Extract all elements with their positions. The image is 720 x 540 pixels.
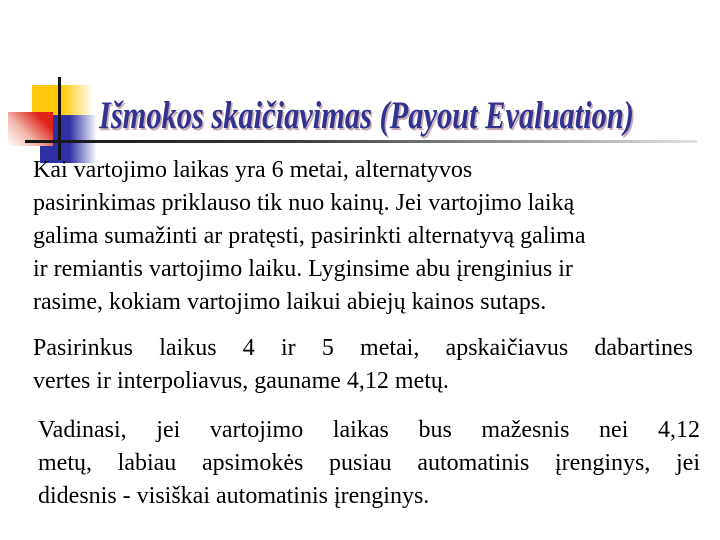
text-line: rasime, kokiam vartojimo laikui abiejų kainos sutaps. <box>33 289 547 315</box>
text-line: didesnis - visiškai automatinis įrenginys. <box>38 483 430 509</box>
text-line: galima sumažinti ar pratęsti, pasirinkti alternatyvą galima <box>33 223 586 249</box>
text-line: ir remiantis vartojimo laiku. Lyginsime abu įrenginius ir <box>33 256 573 282</box>
text-line: Pasirinkus laikus 4 ir 5 metai, apskaičiavus dabartines <box>33 335 693 361</box>
paragraph <box>33 332 693 398</box>
text-line: metų, labiau apsimokės pusiau automatinis įrenginys, jei <box>38 450 700 476</box>
text-line: pasirinkimas priklauso tik nuo kainų. Jei vartojimo laiką <box>33 190 575 216</box>
paragraph <box>38 414 700 513</box>
text-line: vertes ir interpoliavus, gauname 4,12 metų. <box>33 368 449 394</box>
text-line: Vadinasi, jei vartojimo laikas bus mažesnis nei 4,12 <box>38 417 700 443</box>
paragraph <box>33 154 703 319</box>
slide-title: Išmokos skaičiavimas (Payout Evaluation) <box>99 94 634 137</box>
text-line: Kai vartojimo laikas yra 6 metai, alternatyvos <box>33 157 473 183</box>
